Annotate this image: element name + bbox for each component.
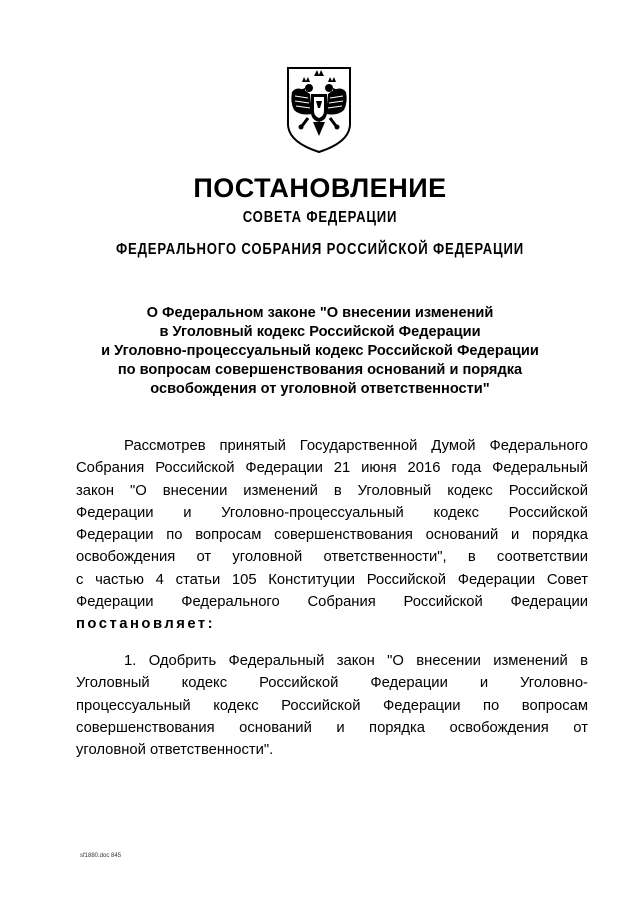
paragraph-line: совершенствования оснований и порядка освобождения от [76, 719, 588, 736]
paragraph-line: процессуальный кодекс Российской Федерации по вопросам [76, 697, 588, 714]
paragraph-line: 1. Одобрить Федеральный закон "О внесении изменений в [124, 653, 588, 669]
coat-of-arms-emblem-icon [284, 66, 354, 154]
document-title: ПОСТАНОВЛЕНИЕ [193, 173, 447, 203]
subject-line: освобождения от уголовной ответственности" [150, 381, 490, 397]
issuer-subtitle: СОВЕТА ФЕДЕРАЦИИ [242, 209, 398, 226]
subject-line: по вопросам совершенствования оснований и порядка [117, 362, 523, 378]
paragraph-line: Федерации Федерального Собрания Российской Федерации [76, 594, 588, 611]
paragraph-line: уголовной ответственности". [76, 742, 274, 759]
paragraph-line: освобождения от уголовной ответственности", в соответствии [76, 549, 588, 566]
subject-line: в Уголовный кодекс Российской Федерации [159, 324, 481, 340]
preamble-paragraph [76, 435, 588, 636]
paragraph-line: Федерации по вопросам совершенствования оснований и порядка [76, 527, 588, 544]
paragraph-line: Собрания Российской Федерации 21 июня 2016 года Федеральный [76, 460, 588, 477]
subject-line: О Федеральном законе "О внесении изменений [146, 305, 494, 321]
issuer-full-name: ФЕДЕРАЛЬНОГО СОБРАНИЯ РОССИЙСКОЙ ФЕДЕРАЦИИ [116, 241, 524, 258]
resolution-subject [70, 304, 570, 399]
document-reference: sf1880.doc 845 [80, 853, 122, 859]
paragraph-line: закон "О внесении изменений в Уголовный кодекс Российской [76, 482, 588, 499]
paragraph-line: Федерации и Уголовно-процессуальный кодекс Российской [76, 504, 588, 521]
resolution-word: постановляет: [76, 616, 216, 633]
paragraph-line: с частью 4 статьи 105 Конституции Российской Федерации Совет [76, 571, 588, 588]
decision-paragraph [76, 650, 588, 761]
subject-line: и Уголовно-процессуальный кодекс Российской Федерации [101, 343, 539, 359]
paragraph-line: Рассмотрев принятый Государственной Думой Федерального [124, 438, 588, 454]
paragraph-line: Уголовный кодекс Российской Федерации и Уголовно- [76, 675, 588, 692]
